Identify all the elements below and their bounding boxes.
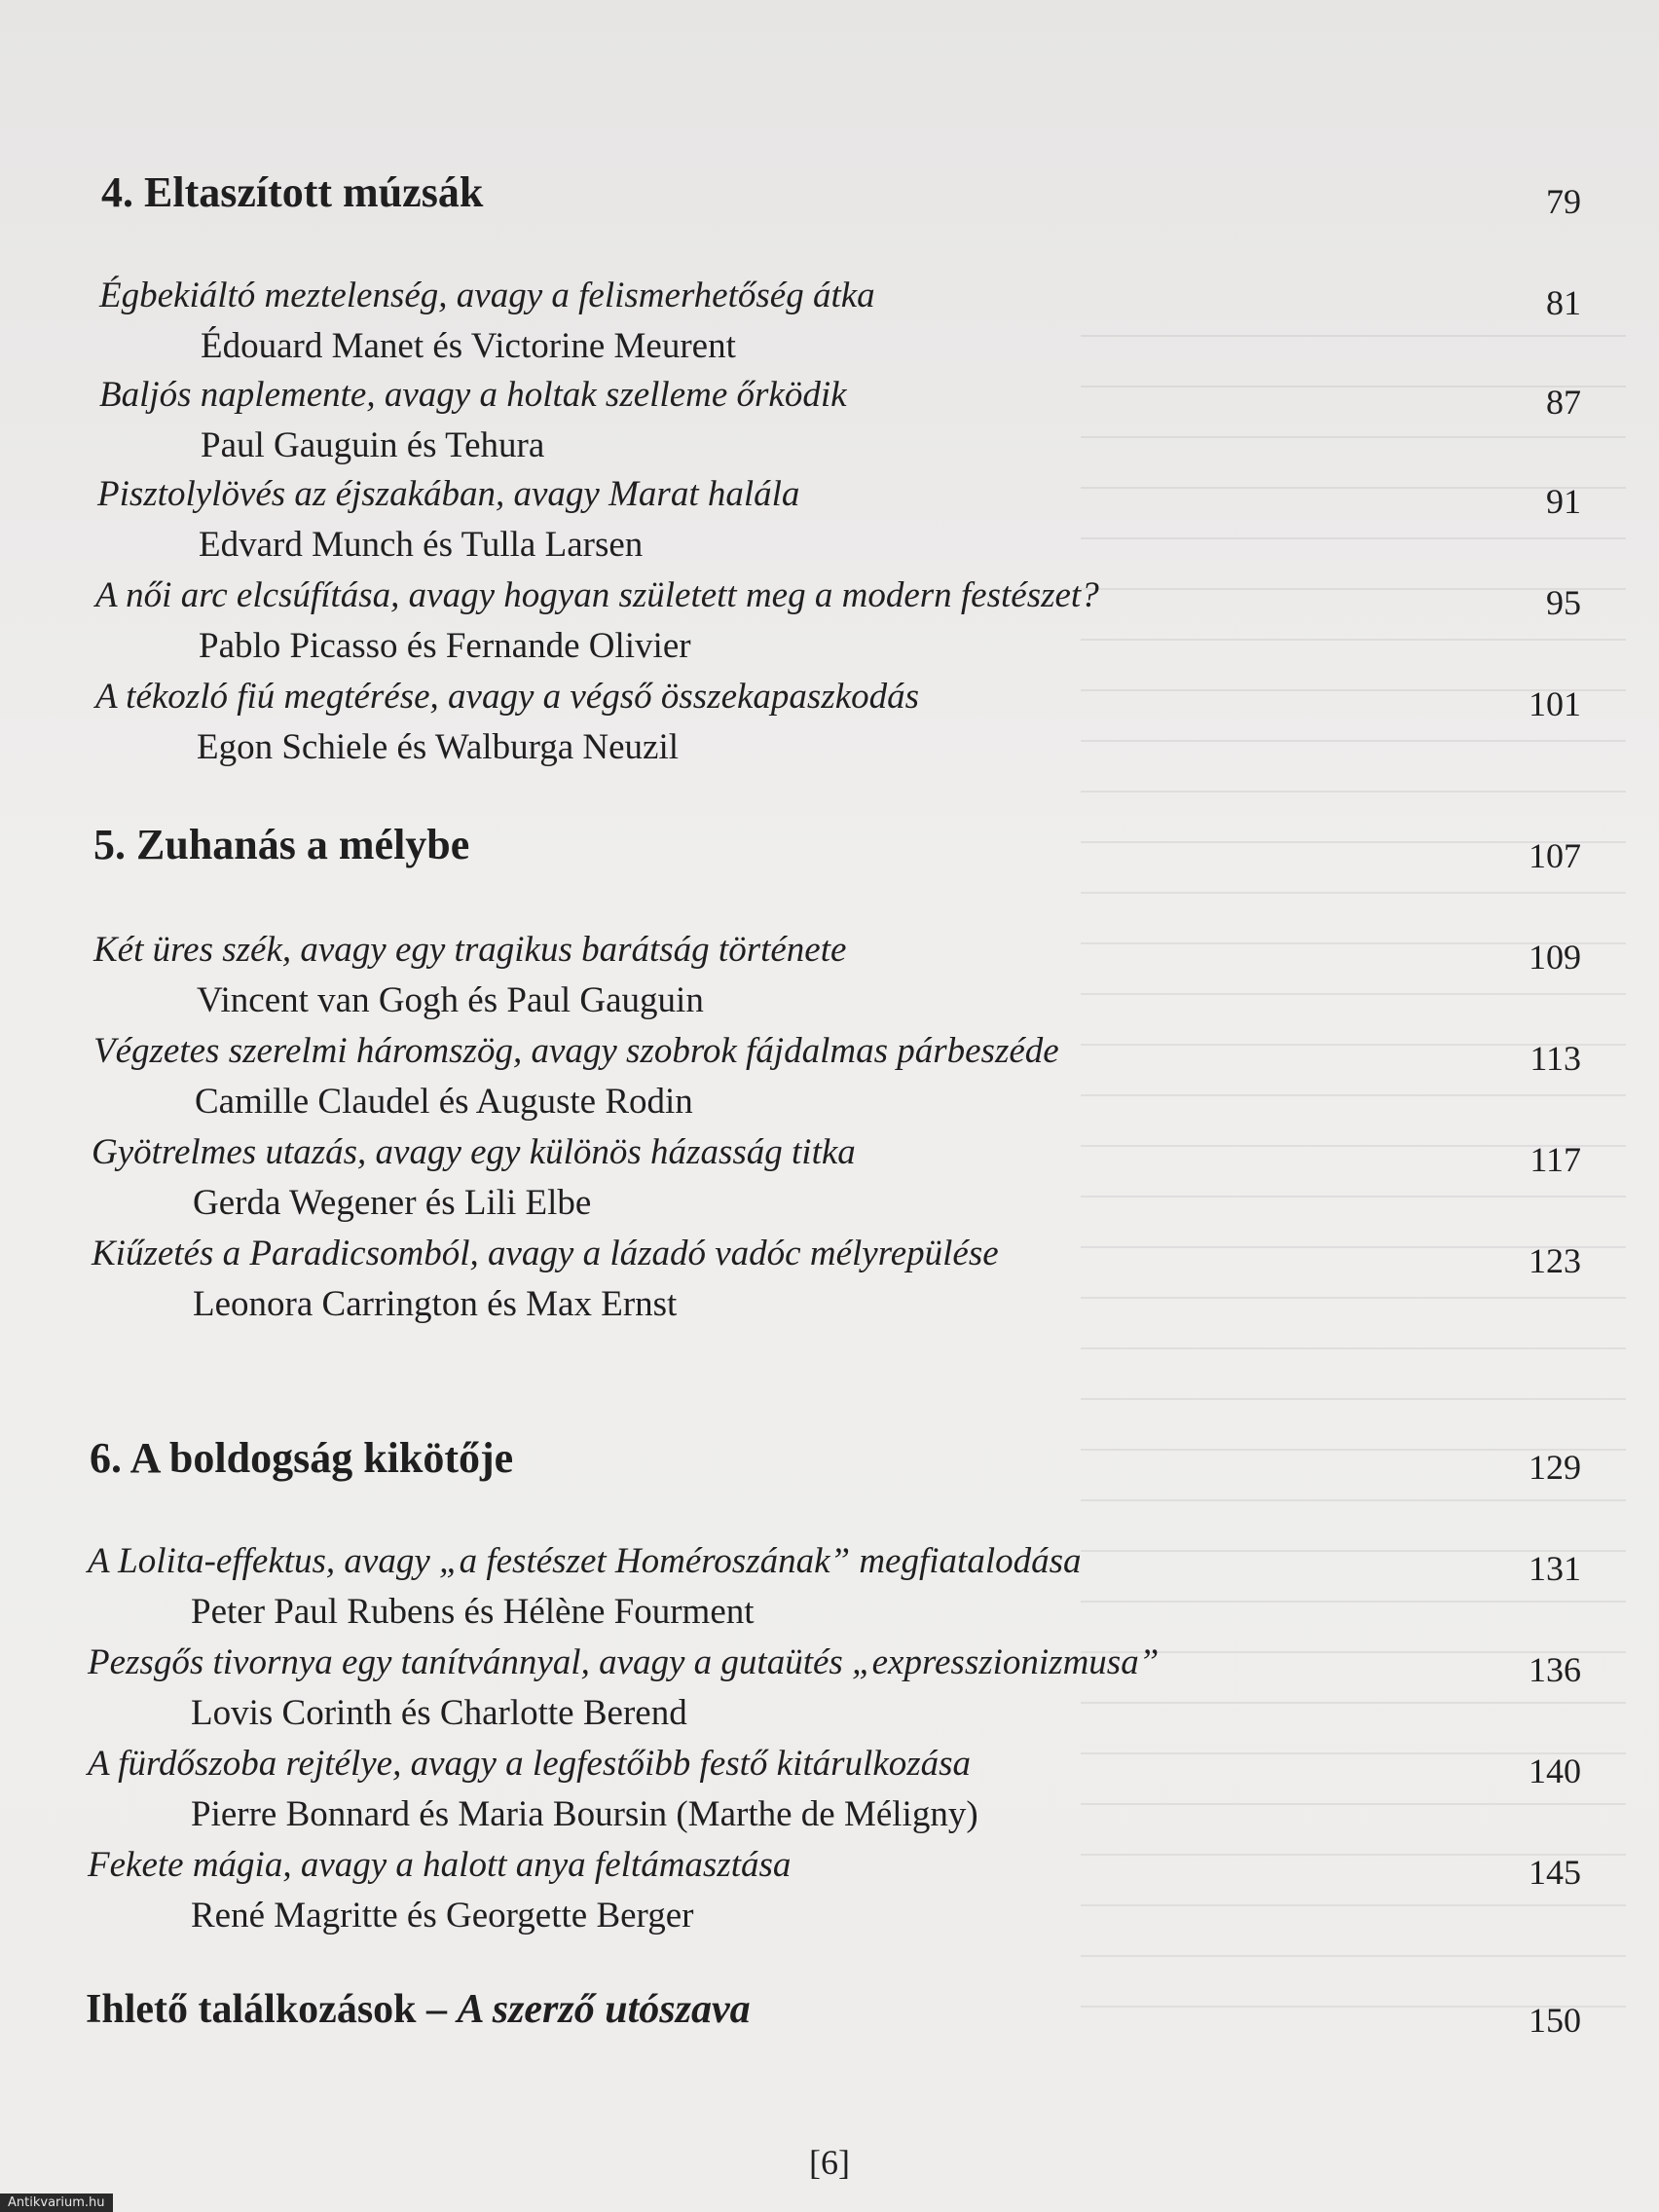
entry-page-number: 87 xyxy=(1546,383,1581,422)
entry-page-number: 101 xyxy=(1529,684,1581,723)
entry-page-number: 145 xyxy=(1529,1853,1581,1892)
epilogue-heading xyxy=(86,1986,751,2033)
entry-subtitle: Pierre Bonnard és Maria Boursin (Marthe de Méligny) xyxy=(191,1794,978,1834)
entry-subtitle: Camille Claudel és Auguste Rodin xyxy=(195,1082,693,1122)
entry-title: A Lolita-effektus, avagy „a festészet Homéroszának” megfiatalodása xyxy=(88,1541,1082,1581)
chapter-heading: 4. Eltaszított múzsák xyxy=(101,168,484,216)
entry-page-number: 109 xyxy=(1529,938,1581,977)
entry-page-number: 81 xyxy=(1546,283,1581,322)
entry-page-number: 91 xyxy=(1546,482,1581,521)
entry-title: A tékozló fiú megtérése, avagy a végső összekapaszkodás xyxy=(95,677,920,717)
entry-page-number: 131 xyxy=(1529,1549,1581,1588)
entry-subtitle: René Magritte és Georgette Berger xyxy=(191,1896,694,1936)
entry-page-number: 123 xyxy=(1529,1241,1581,1280)
entry-title: Pezsgős tivornya egy tanítvánnyal, avagy a gutaütés „expresszionizmusa” xyxy=(88,1642,1160,1682)
epilogue-separator: – xyxy=(416,1987,458,2032)
entry-title: Kiűzetés a Paradicsomból, avagy a lázadó vadóc mélyrepülése xyxy=(92,1234,999,1273)
chapter-page-number: 79 xyxy=(1546,182,1581,221)
entry-page-number: 140 xyxy=(1529,1751,1581,1790)
epilogue-subtitle: A szerző utószava xyxy=(457,1987,751,2032)
entry-subtitle: Pablo Picasso és Fernande Olivier xyxy=(199,626,691,666)
entry-subtitle: Lovis Corinth és Charlotte Berend xyxy=(191,1693,687,1733)
chapter-heading: 5. Zuhanás a mélybe xyxy=(93,821,470,868)
entry-page-number: 117 xyxy=(1530,1140,1581,1179)
entry-title: Fekete mágia, avagy a halott anya feltámasztása xyxy=(88,1845,792,1885)
entry-title: A női arc elcsúfítása, avagy hogyan született meg a modern festészet? xyxy=(95,575,1099,615)
entry-subtitle: Egon Schiele és Walburga Neuzil xyxy=(197,727,680,767)
chapter-heading: 6. A boldogság kikötője xyxy=(90,1434,514,1482)
entry-page-number: 136 xyxy=(1529,1650,1581,1689)
entry-page-number: 95 xyxy=(1546,583,1581,622)
folio-page-number: [6] xyxy=(809,2143,850,2182)
chapter-page-number: 107 xyxy=(1529,836,1581,875)
entry-subtitle: Paul Gauguin és Tehura xyxy=(201,425,545,465)
entry-title: Két üres szék, avagy egy tragikus barátság története xyxy=(93,930,847,970)
entry-title: A fürdőszoba rejtélye, avagy a legfestőibb festő kitárulkozása xyxy=(88,1744,972,1784)
entry-subtitle: Peter Paul Rubens és Hélène Fourment xyxy=(191,1592,755,1632)
entry-title: Baljós naplemente, avagy a holtak szelleme őrködik xyxy=(99,375,847,415)
entry-subtitle: Édouard Manet és Victorine Meurent xyxy=(201,326,736,366)
entry-title: Pisztolylövés az éjszakában, avagy Marat halála xyxy=(97,474,800,514)
epilogue-page-number: 150 xyxy=(1529,2001,1581,2040)
watermark: Antikvarium.hu xyxy=(0,2194,113,2212)
entry-subtitle: Edvard Munch és Tulla Larsen xyxy=(199,525,644,565)
entry-page-number: 113 xyxy=(1530,1039,1581,1078)
entry-title: Gyötrelmes utazás, avagy egy különös házasság titka xyxy=(92,1132,856,1172)
entry-subtitle: Vincent van Gogh és Paul Gauguin xyxy=(197,980,704,1020)
chapter-page-number: 129 xyxy=(1529,1448,1581,1487)
entry-title: Égbekiáltó meztelenség, avagy a felismerhetőség átka xyxy=(99,276,875,315)
epilogue-title: Ihlető találkozások xyxy=(86,1987,417,2032)
entry-subtitle: Leonora Carrington és Max Ernst xyxy=(193,1284,678,1324)
entry-subtitle: Gerda Wegener és Lili Elbe xyxy=(193,1183,592,1223)
entry-title: Végzetes szerelmi háromszög, avagy szobrok fájdalmas párbeszéde xyxy=(93,1031,1059,1071)
